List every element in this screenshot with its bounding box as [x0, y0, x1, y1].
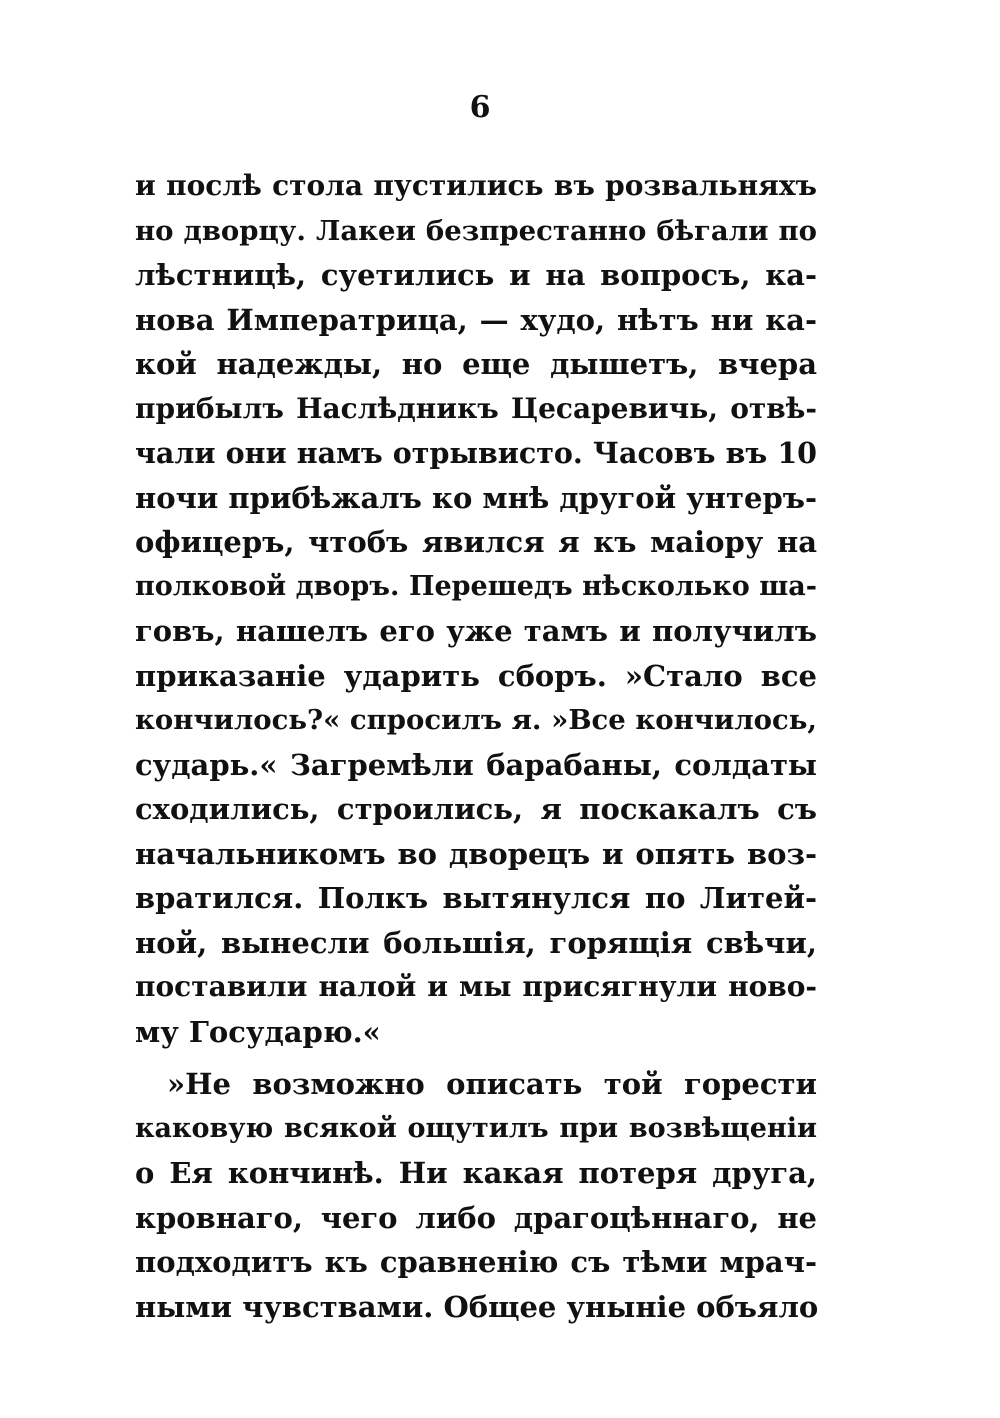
text-line: каковую всякой ощутилъ при возвѣщеніи — [135, 1112, 817, 1144]
text-line: но дворцу. Лакеи безпрестанно бѣгали по — [135, 214, 817, 247]
paragraph-gap — [135, 1054, 817, 1062]
text-line: поставили налой и мы присягнули ново- — [135, 970, 817, 1003]
text-line: начальникомъ во дворецъ и опять воз- — [135, 836, 817, 871]
text-line: ными чувствами. Общее уныніе объяло — [135, 1289, 819, 1324]
text-line: чали они намъ отрывисто. Часовъ въ 10 — [135, 436, 817, 470]
text-line: »Не возможно описать той горести — [167, 1067, 817, 1101]
text-line: вратился. Полкъ вытянулся по Литей- — [135, 881, 817, 915]
text-line: му Государю.« — [135, 1014, 381, 1049]
text-line: о Ея кончинѣ. Ни какая потеря друга, — [135, 1156, 817, 1190]
text-line: сударь.« Загремѣли барабаны, солдаты — [135, 747, 817, 782]
text-line: приказаніе ударить сборъ. »Стало все — [135, 658, 817, 693]
text-line: офицеръ, чтобъ явился я къ маіору на — [135, 525, 817, 559]
text-line: говъ, нашелъ его уже тамъ и получилъ — [135, 614, 817, 648]
text-line: лѣстницѣ, суетились и на вопросъ, ка- — [135, 258, 817, 292]
text-line: ночи прибѣжалъ ко мнѣ другой унтеръ- — [135, 480, 817, 515]
paragraph-1 — [135, 164, 817, 1054]
page-number: 6 — [469, 90, 491, 125]
text-line: кончилось?« спросилъ я. »Все кончилось, — [135, 704, 817, 736]
text-line: полковой дворъ. Перешедъ нѣсколько ша- — [135, 570, 817, 602]
text-line: и послѣ стола пустились въ розвальняхъ — [135, 169, 817, 202]
text-line: кровнаго, чего либо драгоцѣннаго, не — [135, 1200, 817, 1235]
text-line: сходились, строились, я поскакалъ съ — [135, 792, 817, 826]
text-line: ной, вынесли большія, горящія свѣчи, — [135, 925, 817, 960]
text-line: прибылъ Наслѣдникъ Цесаревичь, отвѣ- — [135, 391, 817, 425]
paragraph-2 — [135, 1062, 817, 1329]
text-line: нова Императрица, — худо, нѣтъ ни ка- — [135, 302, 817, 337]
body-text — [135, 164, 817, 1329]
text-line: кой надежды, но еще дышетъ, вчера — [135, 347, 817, 381]
text-line: подходитъ къ сравненію съ тѣми мрач- — [135, 1245, 817, 1279]
